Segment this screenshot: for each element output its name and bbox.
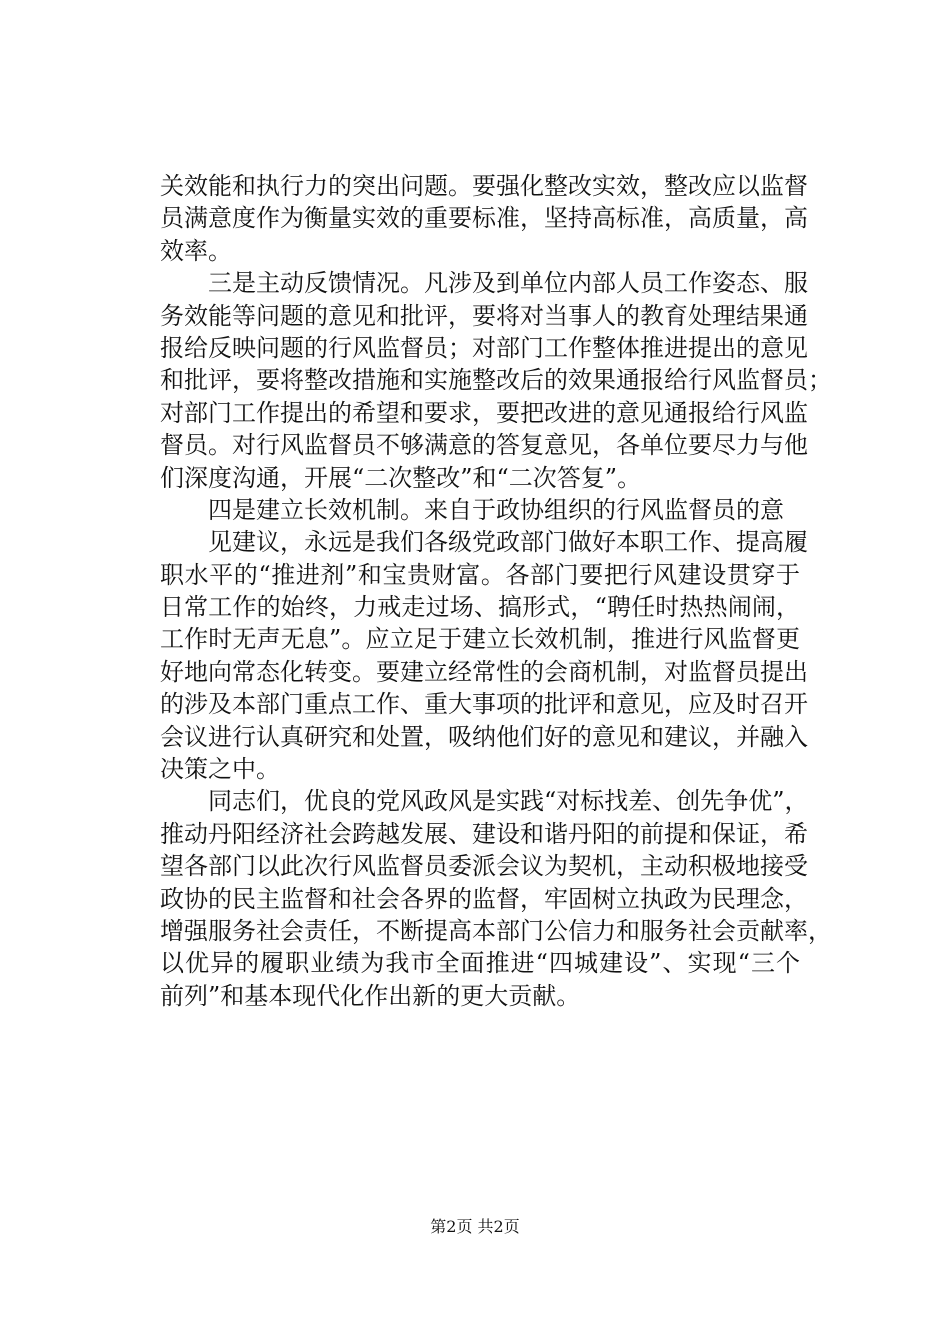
text-line: 政协的民主监督和社会各界的监督，牢固树立执政为民理念， [160,884,808,913]
page-number-footer: 第2页 共2页 [430,1217,520,1236]
text-line: 和批评，要将整改措施和实施整改后的效果通报给行风监督员； [160,366,832,395]
text-line: 报给反映问题的行风监督员；对部门工作整体推进提出的意见 [160,333,808,362]
text-line: 们深度沟通，开展“二次整改”和“二次答复”。 [160,463,642,492]
text-line: 以优异的履职业绩为我市全面推进“四城建设”、实现“三个 [160,949,800,978]
paragraph-start-line: 三是主动反馈情况。凡涉及到单位内部人员工作姿态、服 [208,269,808,298]
text-line: 员满意度作为衡量实效的重要标准，坚持高标准，高质量，高 [160,204,808,233]
text-line: 的涉及本部门重点工作、重大事项的批评和意见，应及时召开 [160,690,808,719]
paragraph-start-line: 四是建立长效机制。来自于政协组织的行风监督员的意 [208,495,784,524]
document-body [160,170,832,1012]
text-line: 望各部门以此次行风监督员委派会议为契机，主动积极地接受 [160,852,808,881]
text-line: 增强服务社会责任，不断提高本部门公信力和服务社会贡献率， [160,916,832,945]
text-line: 对部门工作提出的希望和要求，要把改进的意见通报给行风监 [160,398,808,427]
text-line: 前列”和基本现代化作出新的更大贡献。 [160,981,581,1010]
text-line: 工作时无声无息”。应立足于建立长效机制，推进行风监督更 [160,625,800,654]
text-line: 会议进行认真研究和处置，吸纳他们好的意见和建议，并融入 [160,722,808,751]
text-line: 效率。 [160,236,232,265]
text-line: 职水平的“推进剂”和宝贵财富。各部门要把行风建设贯穿于 [160,560,800,589]
paragraph-start-line: 同志们，优良的党风政风是实践“对标找差、创先争优”， [208,787,809,816]
text-line: 务效能等问题的意见和批评，要将对当事人的教育处理结果通 [160,301,808,330]
text-line: 好地向常态化转变。要建立经常性的会商机制，对监督员提出 [160,657,808,686]
text-line: 日常工作的始终，力戒走过场、搞形式，“聘任时热热闹闹， [160,593,800,622]
paragraph-start-line: 见建议，永远是我们各级党政部门做好本职工作、提高履 [208,528,808,557]
text-line: 决策之中。 [160,755,280,784]
text-line: 关效能和执行力的突出问题。要强化整改实效，整改应以监督 [160,172,808,200]
text-line: 推动丹阳经济社会跨越发展、建设和谐丹阳的前提和保证，希 [160,819,808,848]
text-line: 督员。对行风监督员不够满意的答复意见，各单位要尽力与他 [160,431,808,460]
